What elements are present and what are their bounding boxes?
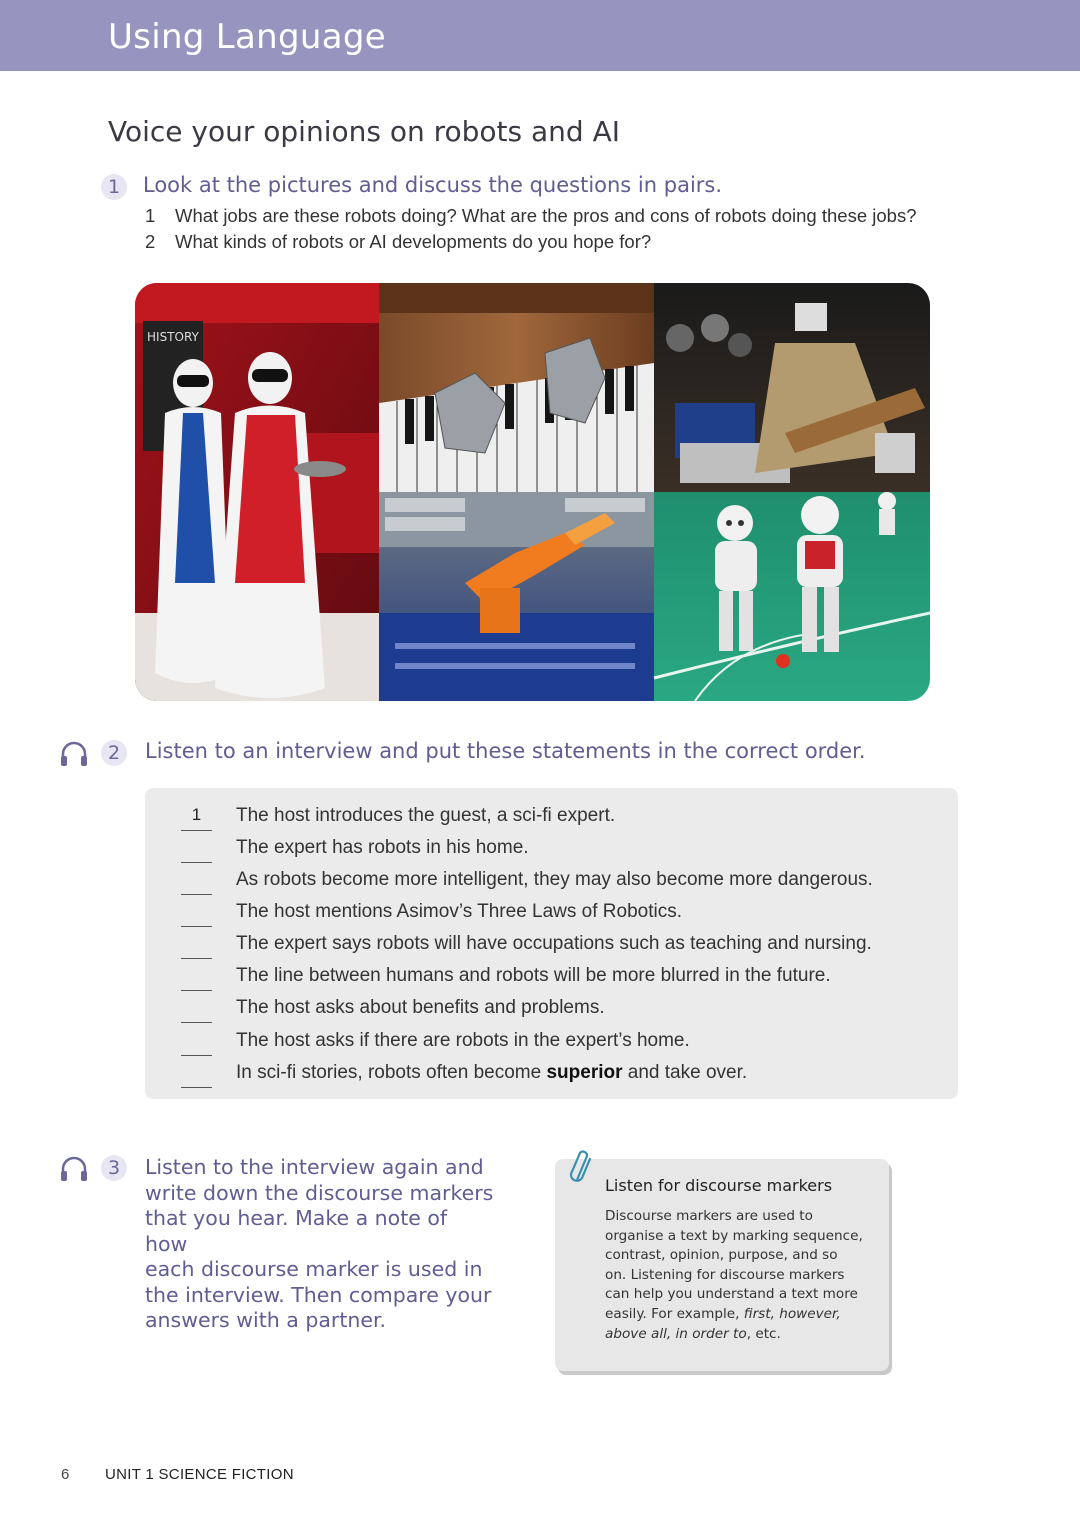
tip-body (605, 1207, 875, 1344)
task3-line: Listen to the interview again and (145, 1155, 484, 1179)
statement-row (181, 869, 941, 899)
answer-blank[interactable] (181, 1030, 212, 1056)
tip-example: first, however, (743, 1305, 841, 1322)
statement-text: The expert has robots in his home. (236, 837, 529, 858)
tip-line (605, 1305, 875, 1325)
task2-number: 2 (101, 740, 127, 766)
statement-text: The host mentions Asimov’s Three Laws of Robotics. (236, 901, 683, 922)
answer-blank[interactable] (181, 869, 212, 895)
headphones-icon (60, 1156, 88, 1182)
statement-text: The line between humans and robots will be more blurred in the future. (236, 965, 831, 986)
task3-line: answers with a partner. (145, 1308, 387, 1332)
statement-text: The host asks about benefits and problems. (236, 997, 605, 1018)
statement-text: The expert says robots will have occupations such as teaching and nursing. (236, 933, 872, 954)
question-number: 1 (145, 205, 156, 226)
robot-hands-piano-photo (379, 283, 654, 492)
tip-text: easily. For example, (605, 1305, 744, 1322)
statement-row (181, 805, 941, 835)
robots-photo-collage (135, 283, 930, 701)
answer-blank[interactable] (181, 901, 212, 927)
task3-line: the interview. Then compare your (145, 1282, 492, 1307)
statement-row (181, 1062, 941, 1092)
task3-line: each discourse marker is used in (145, 1257, 483, 1281)
statement-row (181, 837, 941, 867)
tip-line: on. Listening for discourse markers (605, 1266, 845, 1283)
statement-text: The host introduces the guest, a sci-fi expert. (236, 805, 616, 826)
task1-number: 1 (101, 174, 127, 200)
robot-band-photo (654, 283, 930, 492)
statement-row (181, 965, 941, 995)
answer-blank[interactable] (181, 965, 212, 991)
statement-text-after: and take over. (622, 1062, 748, 1083)
task3-instructions (145, 1155, 495, 1334)
tip-title: Listen for discourse markers (605, 1176, 833, 1195)
statement-row (181, 997, 941, 1027)
paperclip-icon (568, 1150, 594, 1184)
industrial-robot-arm-photo (379, 492, 654, 701)
tip-line: contrast, opinion, purpose, and so (605, 1247, 838, 1264)
statements-box (145, 788, 958, 1099)
robot-soccer-photo (654, 492, 930, 701)
headphones-icon (60, 741, 88, 767)
robot-waiters-photo (135, 283, 379, 701)
answer-blank[interactable] (181, 997, 212, 1023)
robots-photo-collage-svg (135, 283, 930, 701)
page-number: 6 (61, 1466, 70, 1483)
answer-blank[interactable]: 1 (181, 805, 212, 831)
header-bar (0, 0, 1080, 71)
statement-row (181, 1030, 941, 1060)
history-sign-text: HISTORY (147, 330, 199, 344)
answer-blank[interactable] (181, 933, 212, 959)
tip-example: above all, in order to (605, 1325, 747, 1342)
tip-line: can help you understand a text more (605, 1286, 858, 1303)
question-text: What jobs are these robots doing? What are the pros and cons of robots doing these jobs? (175, 205, 917, 226)
task3-line: write down the discourse markers (145, 1180, 494, 1205)
statement-text-before: In sci-fi stories, robots often become (236, 1062, 547, 1083)
answer-blank[interactable] (181, 1062, 212, 1088)
question-number: 2 (145, 231, 156, 252)
answer-blank[interactable] (181, 837, 212, 863)
question-text: What kinds of robots or AI developments do you hope for? (175, 231, 652, 252)
tip-line: Discourse markers are used to (605, 1208, 813, 1224)
task2-heading: Listen to an interview and put these statements in the correct order. (145, 739, 866, 763)
unit-label: UNIT 1 SCIENCE FICTION (105, 1466, 294, 1483)
statement-text: The host asks if there are robots in the expert’s home. (236, 1030, 690, 1051)
task3-number: 3 (101, 1155, 127, 1181)
statement-text: As robots become more intelligent, they may also become more dangerous. (236, 869, 873, 890)
section-title: Voice your opinions on robots and AI (108, 115, 621, 148)
tip-text: , etc. (746, 1325, 781, 1342)
header-title: Using Language (108, 17, 386, 57)
statement-text (236, 1062, 747, 1084)
task3-line: that you hear. Make a note of how (145, 1206, 448, 1256)
statement-bold-word: superior (546, 1062, 623, 1083)
statement-row (181, 933, 941, 963)
task1-heading: Look at the pictures and discuss the questions in pairs. (143, 173, 723, 197)
tip-line (605, 1325, 875, 1345)
statement-row (181, 901, 941, 931)
tip-line: organise a text by marking sequence, (605, 1227, 863, 1244)
